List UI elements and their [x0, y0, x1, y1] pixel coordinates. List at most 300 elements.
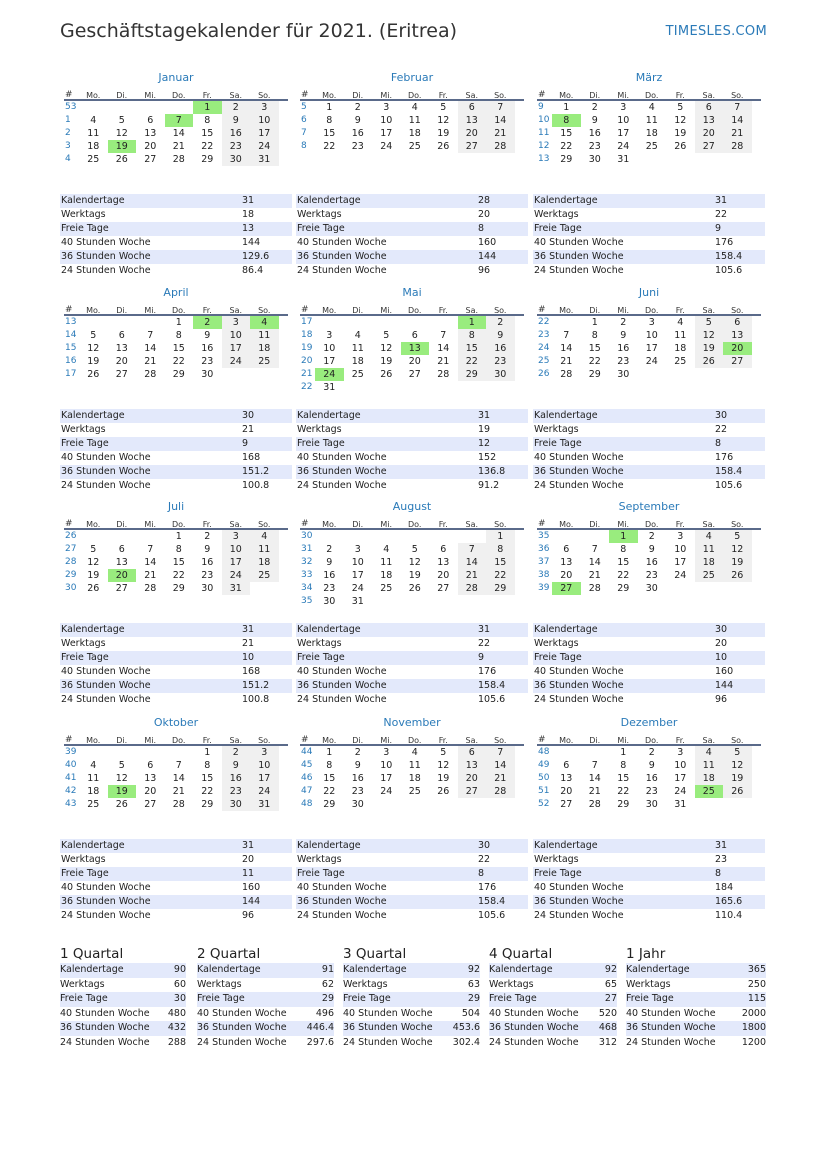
day-cell[interactable]: 13 [144, 128, 157, 139]
day-cell[interactable]: 16 [645, 557, 658, 568]
day-cell[interactable]: 4 [354, 330, 361, 341]
day-cell[interactable]: 20 [560, 786, 573, 797]
day-cell[interactable]: 12 [674, 115, 687, 126]
day-cell[interactable]: 14 [144, 343, 157, 354]
day-cell[interactable]: 1 [326, 747, 333, 758]
day-cell[interactable]: 4 [250, 530, 279, 543]
day-cell[interactable]: 23 [588, 141, 601, 152]
day-cell[interactable]: 26 [723, 569, 752, 582]
day-cell[interactable]: 1 [175, 531, 182, 542]
day-cell[interactable]: 13 [115, 343, 128, 354]
day-cell[interactable]: 19 [408, 570, 421, 581]
day-cell[interactable]: 8 [591, 330, 598, 341]
day-cell[interactable]: 3 [677, 747, 684, 758]
day-cell[interactable]: 4 [90, 760, 97, 771]
day-cell[interactable]: 10 [380, 760, 393, 771]
day-cell[interactable]: 29 [560, 154, 573, 165]
day-cell[interactable]: 17 [222, 342, 251, 355]
day-cell[interactable]: 15 [588, 343, 601, 354]
day-cell[interactable]: 16 [201, 343, 214, 354]
day-cell[interactable]: 28 [144, 583, 157, 594]
day-cell[interactable]: 16 [486, 342, 515, 355]
day-cell[interactable]: 2 [648, 531, 655, 542]
day-cell[interactable]: 2 [193, 316, 222, 329]
day-cell[interactable]: 11 [250, 543, 279, 556]
day-cell[interactable]: 1 [620, 747, 627, 758]
day-cell[interactable]: 24 [380, 141, 393, 152]
day-cell[interactable]: 9 [204, 544, 211, 555]
day-cell[interactable]: 9 [354, 760, 361, 771]
day-cell[interactable]: 28 [144, 369, 157, 380]
day-cell[interactable]: 1 [175, 317, 182, 328]
day-cell[interactable]: 18 [380, 570, 393, 581]
day-cell[interactable]: 30 [201, 369, 214, 380]
day-cell[interactable]: 21 [486, 127, 515, 140]
day-cell[interactable]: 12 [115, 128, 128, 139]
day-cell[interactable]: 6 [147, 760, 154, 771]
day-cell[interactable]: 5 [440, 102, 447, 113]
day-cell[interactable]: 27 [458, 785, 487, 798]
day-cell[interactable]: 21 [144, 356, 157, 367]
day-cell[interactable]: 26 [380, 369, 393, 380]
day-cell[interactable]: 13 [437, 557, 450, 568]
day-cell[interactable]: 5 [440, 747, 447, 758]
day-cell[interactable]: 20 [408, 356, 421, 367]
day-cell[interactable]: 28 [172, 799, 185, 810]
day-cell[interactable]: 23 [323, 583, 336, 594]
day-cell[interactable]: 15 [617, 557, 630, 568]
day-cell[interactable]: 1 [609, 530, 638, 543]
day-cell[interactable]: 24 [315, 368, 344, 381]
day-cell[interactable]: 29 [486, 582, 515, 595]
day-cell[interactable]: 13 [560, 557, 573, 568]
day-cell[interactable]: 26 [437, 141, 450, 152]
day-cell[interactable]: 26 [723, 785, 752, 798]
day-cell[interactable]: 11 [87, 773, 100, 784]
day-cell[interactable]: 7 [486, 101, 515, 114]
day-cell[interactable]: 7 [458, 543, 487, 556]
day-cell[interactable]: 12 [723, 759, 752, 772]
day-cell[interactable]: 19 [87, 570, 100, 581]
day-cell[interactable]: 3 [383, 102, 390, 113]
day-cell[interactable]: 31 [617, 154, 630, 165]
day-cell[interactable]: 27 [144, 799, 157, 810]
brand-link[interactable]: TIMESLES.COM [665, 24, 767, 39]
day-cell[interactable]: 10 [222, 543, 251, 556]
day-cell[interactable]: 2 [222, 101, 251, 114]
day-cell[interactable]: 18 [695, 556, 724, 569]
day-cell[interactable]: 7 [175, 760, 182, 771]
day-cell[interactable]: 27 [458, 140, 487, 153]
day-cell[interactable]: 5 [695, 316, 724, 329]
day-cell[interactable]: 27 [552, 582, 581, 595]
day-cell[interactable]: 10 [323, 343, 336, 354]
day-cell[interactable]: 3 [648, 317, 655, 328]
day-cell[interactable]: 2 [354, 747, 361, 758]
day-cell[interactable]: 10 [674, 544, 687, 555]
day-cell[interactable]: 17 [380, 128, 393, 139]
day-cell[interactable]: 30 [201, 583, 214, 594]
day-cell[interactable]: 23 [617, 356, 630, 367]
day-cell[interactable]: 27 [437, 583, 450, 594]
day-cell[interactable]: 1 [204, 747, 211, 758]
day-cell[interactable]: 21 [723, 127, 752, 140]
day-cell[interactable]: 10 [250, 114, 279, 127]
day-cell[interactable]: 19 [108, 140, 137, 153]
day-cell[interactable]: 19 [723, 772, 752, 785]
day-cell[interactable]: 8 [458, 329, 487, 342]
day-cell[interactable]: 24 [674, 786, 687, 797]
day-cell[interactable]: 13 [723, 329, 752, 342]
day-cell[interactable]: 9 [648, 760, 655, 771]
day-cell[interactable]: 18 [250, 342, 279, 355]
day-cell[interactable]: 8 [552, 114, 581, 127]
day-cell[interactable]: 25 [674, 356, 687, 367]
day-cell[interactable]: 21 [486, 772, 515, 785]
day-cell[interactable]: 9 [648, 544, 655, 555]
day-cell[interactable]: 10 [674, 760, 687, 771]
day-cell[interactable]: 8 [620, 544, 627, 555]
day-cell[interactable]: 19 [380, 356, 393, 367]
day-cell[interactable]: 4 [695, 746, 724, 759]
day-cell[interactable]: 27 [560, 799, 573, 810]
day-cell[interactable]: 28 [486, 140, 515, 153]
day-cell[interactable]: 22 [560, 141, 573, 152]
day-cell[interactable]: 9 [204, 330, 211, 341]
day-cell[interactable]: 17 [674, 557, 687, 568]
day-cell[interactable]: 6 [723, 316, 752, 329]
day-cell[interactable]: 10 [250, 759, 279, 772]
day-cell[interactable]: 24 [222, 569, 251, 582]
day-cell[interactable]: 14 [588, 773, 601, 784]
day-cell[interactable]: 12 [87, 343, 100, 354]
day-cell[interactable]: 29 [323, 799, 336, 810]
day-cell[interactable]: 3 [677, 531, 684, 542]
day-cell[interactable]: 17 [250, 772, 279, 785]
day-cell[interactable]: 25 [250, 569, 279, 582]
day-cell[interactable]: 3 [250, 746, 279, 759]
day-cell[interactable]: 14 [723, 114, 752, 127]
day-cell[interactable]: 16 [617, 343, 630, 354]
day-cell[interactable]: 6 [440, 544, 447, 555]
day-cell[interactable]: 9 [620, 330, 627, 341]
day-cell[interactable]: 25 [408, 786, 421, 797]
day-cell[interactable]: 5 [411, 544, 418, 555]
day-cell[interactable]: 29 [172, 583, 185, 594]
day-cell[interactable]: 28 [437, 369, 450, 380]
day-cell[interactable]: 16 [351, 773, 364, 784]
day-cell[interactable]: 19 [437, 128, 450, 139]
day-cell[interactable]: 5 [677, 102, 684, 113]
day-cell[interactable]: 18 [351, 356, 364, 367]
day-cell[interactable]: 19 [674, 128, 687, 139]
day-cell[interactable]: 8 [175, 544, 182, 555]
day-cell[interactable]: 23 [222, 785, 251, 798]
day-cell[interactable]: 8 [486, 543, 515, 556]
day-cell[interactable]: 24 [674, 570, 687, 581]
day-cell[interactable]: 1 [591, 317, 598, 328]
day-cell[interactable]: 11 [351, 343, 364, 354]
day-cell[interactable]: 13 [401, 342, 430, 355]
day-cell[interactable]: 24 [645, 356, 658, 367]
day-cell[interactable]: 8 [175, 330, 182, 341]
day-cell[interactable]: 15 [486, 556, 515, 569]
day-cell[interactable]: 20 [695, 127, 724, 140]
day-cell[interactable]: 3 [222, 316, 251, 329]
day-cell[interactable]: 27 [408, 369, 421, 380]
day-cell[interactable]: 30 [351, 799, 364, 810]
day-cell[interactable]: 22 [201, 141, 214, 152]
day-cell[interactable]: 5 [90, 330, 97, 341]
day-cell[interactable]: 7 [147, 544, 154, 555]
day-cell[interactable]: 19 [695, 342, 724, 355]
day-cell[interactable]: 22 [486, 569, 515, 582]
day-cell[interactable]: 22 [323, 786, 336, 797]
day-cell[interactable]: 30 [486, 368, 515, 381]
day-cell[interactable]: 14 [486, 759, 515, 772]
day-cell[interactable]: 30 [588, 154, 601, 165]
day-cell[interactable]: 3 [620, 102, 627, 113]
day-cell[interactable]: 3 [250, 101, 279, 114]
day-cell[interactable]: 3 [383, 747, 390, 758]
day-cell[interactable]: 4 [677, 317, 684, 328]
day-cell[interactable]: 26 [437, 786, 450, 797]
day-cell[interactable]: 19 [108, 785, 137, 798]
day-cell[interactable]: 20 [108, 569, 137, 582]
day-cell[interactable]: 23 [222, 140, 251, 153]
day-cell[interactable]: 20 [437, 570, 450, 581]
day-cell[interactable]: 6 [118, 544, 125, 555]
day-cell[interactable]: 30 [617, 369, 630, 380]
day-cell[interactable]: 12 [87, 557, 100, 568]
day-cell[interactable]: 15 [172, 557, 185, 568]
day-cell[interactable]: 17 [351, 570, 364, 581]
day-cell[interactable]: 9 [326, 557, 333, 568]
day-cell[interactable]: 7 [591, 544, 598, 555]
day-cell[interactable]: 6 [458, 746, 487, 759]
day-cell[interactable]: 14 [458, 556, 487, 569]
day-cell[interactable]: 8 [326, 760, 333, 771]
day-cell[interactable]: 12 [437, 115, 450, 126]
day-cell[interactable]: 29 [201, 154, 214, 165]
day-cell[interactable]: 29 [617, 799, 630, 810]
day-cell[interactable]: 27 [723, 355, 752, 368]
day-cell[interactable]: 1 [326, 102, 333, 113]
day-cell[interactable]: 19 [723, 556, 752, 569]
day-cell[interactable]: 21 [588, 786, 601, 797]
day-cell[interactable]: 16 [588, 128, 601, 139]
day-cell[interactable]: 29 [172, 369, 185, 380]
day-cell[interactable]: 15 [172, 343, 185, 354]
day-cell[interactable]: 11 [674, 330, 687, 341]
day-cell[interactable]: 6 [118, 330, 125, 341]
day-cell[interactable]: 24 [617, 141, 630, 152]
day-cell[interactable]: 20 [115, 356, 128, 367]
day-cell[interactable]: 22 [617, 786, 630, 797]
day-cell[interactable]: 11 [87, 128, 100, 139]
day-cell[interactable]: 19 [437, 773, 450, 784]
day-cell[interactable]: 22 [323, 141, 336, 152]
day-cell[interactable]: 26 [408, 583, 421, 594]
day-cell[interactable]: 28 [458, 582, 487, 595]
day-cell[interactable]: 25 [87, 799, 100, 810]
day-cell[interactable]: 11 [408, 760, 421, 771]
day-cell[interactable]: 19 [87, 356, 100, 367]
day-cell[interactable]: 7 [486, 746, 515, 759]
day-cell[interactable]: 27 [695, 140, 724, 153]
day-cell[interactable]: 18 [695, 772, 724, 785]
day-cell[interactable]: 21 [560, 356, 573, 367]
day-cell[interactable]: 9 [486, 329, 515, 342]
day-cell[interactable]: 8 [204, 115, 211, 126]
day-cell[interactable]: 13 [560, 773, 573, 784]
day-cell[interactable]: 25 [250, 355, 279, 368]
day-cell[interactable]: 27 [115, 369, 128, 380]
day-cell[interactable]: 23 [351, 141, 364, 152]
day-cell[interactable]: 8 [204, 760, 211, 771]
day-cell[interactable]: 18 [87, 786, 100, 797]
day-cell[interactable]: 20 [144, 141, 157, 152]
day-cell[interactable]: 25 [380, 583, 393, 594]
day-cell[interactable]: 1 [563, 102, 570, 113]
day-cell[interactable]: 4 [648, 102, 655, 113]
day-cell[interactable]: 12 [695, 329, 724, 342]
day-cell[interactable]: 12 [723, 543, 752, 556]
day-cell[interactable]: 17 [222, 556, 251, 569]
day-cell[interactable]: 28 [172, 154, 185, 165]
day-cell[interactable]: 4 [383, 544, 390, 555]
day-cell[interactable]: 26 [87, 369, 100, 380]
day-cell[interactable]: 6 [695, 101, 724, 114]
day-cell[interactable]: 21 [458, 569, 487, 582]
day-cell[interactable]: 30 [645, 799, 658, 810]
day-cell[interactable]: 6 [563, 760, 570, 771]
day-cell[interactable]: 11 [695, 759, 724, 772]
day-cell[interactable]: 15 [201, 128, 214, 139]
day-cell[interactable]: 31 [250, 798, 279, 811]
day-cell[interactable]: 14 [588, 557, 601, 568]
day-cell[interactable]: 13 [458, 759, 487, 772]
day-cell[interactable]: 28 [723, 140, 752, 153]
day-cell[interactable]: 15 [617, 773, 630, 784]
day-cell[interactable]: 16 [351, 128, 364, 139]
day-cell[interactable]: 4 [411, 102, 418, 113]
day-cell[interactable]: 2 [486, 316, 515, 329]
day-cell[interactable]: 1 [486, 530, 515, 543]
day-cell[interactable]: 18 [674, 343, 687, 354]
day-cell[interactable]: 18 [250, 556, 279, 569]
day-cell[interactable]: 10 [380, 115, 393, 126]
day-cell[interactable]: 30 [222, 798, 251, 811]
day-cell[interactable]: 20 [560, 570, 573, 581]
day-cell[interactable]: 15 [458, 342, 487, 355]
day-cell[interactable]: 12 [437, 760, 450, 771]
day-cell[interactable]: 13 [695, 114, 724, 127]
day-cell[interactable]: 14 [437, 343, 450, 354]
day-cell[interactable]: 28 [588, 799, 601, 810]
day-cell[interactable]: 11 [380, 557, 393, 568]
day-cell[interactable]: 28 [588, 583, 601, 594]
day-cell[interactable]: 6 [411, 330, 418, 341]
day-cell[interactable]: 18 [408, 128, 421, 139]
day-cell[interactable]: 2 [354, 102, 361, 113]
day-cell[interactable]: 10 [645, 330, 658, 341]
day-cell[interactable]: 4 [250, 316, 279, 329]
day-cell[interactable]: 18 [408, 773, 421, 784]
day-cell[interactable]: 13 [115, 557, 128, 568]
day-cell[interactable]: 31 [351, 596, 364, 607]
day-cell[interactable]: 2 [204, 531, 211, 542]
day-cell[interactable]: 23 [645, 786, 658, 797]
day-cell[interactable]: 23 [351, 786, 364, 797]
day-cell[interactable]: 21 [437, 356, 450, 367]
day-cell[interactable]: 17 [674, 773, 687, 784]
day-cell[interactable]: 31 [323, 382, 336, 393]
day-cell[interactable]: 23 [486, 355, 515, 368]
day-cell[interactable]: 10 [351, 557, 364, 568]
day-cell[interactable]: 11 [695, 543, 724, 556]
day-cell[interactable]: 22 [588, 356, 601, 367]
day-cell[interactable]: 30 [222, 153, 251, 166]
day-cell[interactable]: 13 [458, 114, 487, 127]
day-cell[interactable]: 20 [723, 342, 752, 355]
day-cell[interactable]: 15 [323, 773, 336, 784]
day-cell[interactable]: 22 [201, 786, 214, 797]
day-cell[interactable]: 9 [354, 115, 361, 126]
day-cell[interactable]: 26 [115, 154, 128, 165]
day-cell[interactable]: 15 [560, 128, 573, 139]
day-cell[interactable]: 5 [723, 746, 752, 759]
day-cell[interactable]: 29 [458, 368, 487, 381]
day-cell[interactable]: 14 [172, 773, 185, 784]
day-cell[interactable]: 2 [648, 747, 655, 758]
day-cell[interactable]: 28 [560, 369, 573, 380]
day-cell[interactable]: 15 [201, 773, 214, 784]
day-cell[interactable]: 2 [591, 102, 598, 113]
day-cell[interactable]: 3 [354, 544, 361, 555]
day-cell[interactable]: 9 [222, 759, 251, 772]
day-cell[interactable]: 26 [674, 141, 687, 152]
day-cell[interactable]: 22 [172, 356, 185, 367]
day-cell[interactable]: 27 [144, 154, 157, 165]
day-cell[interactable]: 14 [172, 128, 185, 139]
day-cell[interactable]: 17 [645, 343, 658, 354]
day-cell[interactable]: 9 [222, 114, 251, 127]
day-cell[interactable]: 18 [645, 128, 658, 139]
day-cell[interactable]: 26 [695, 355, 724, 368]
day-cell[interactable]: 24 [351, 583, 364, 594]
day-cell[interactable]: 6 [458, 101, 487, 114]
day-cell[interactable]: 12 [115, 773, 128, 784]
day-cell[interactable]: 5 [118, 115, 125, 126]
day-cell[interactable]: 25 [695, 785, 724, 798]
day-cell[interactable]: 29 [588, 369, 601, 380]
day-cell[interactable]: 22 [617, 570, 630, 581]
day-cell[interactable]: 26 [87, 583, 100, 594]
day-cell[interactable]: 6 [563, 544, 570, 555]
day-cell[interactable]: 2 [620, 317, 627, 328]
day-cell[interactable]: 5 [118, 760, 125, 771]
day-cell[interactable]: 11 [645, 115, 658, 126]
day-cell[interactable]: 24 [250, 140, 279, 153]
day-cell[interactable]: 14 [144, 557, 157, 568]
day-cell[interactable]: 26 [115, 799, 128, 810]
day-cell[interactable]: 4 [695, 530, 724, 543]
day-cell[interactable]: 1 [193, 101, 222, 114]
day-cell[interactable]: 16 [323, 570, 336, 581]
day-cell[interactable]: 3 [326, 330, 333, 341]
day-cell[interactable]: 2 [222, 746, 251, 759]
